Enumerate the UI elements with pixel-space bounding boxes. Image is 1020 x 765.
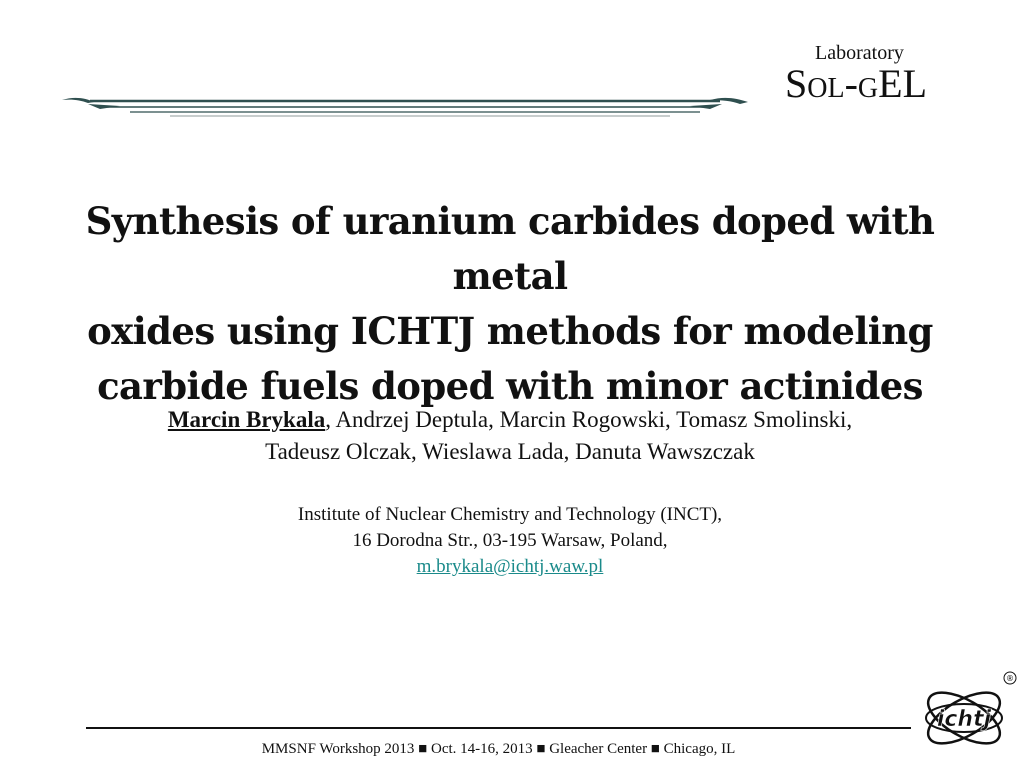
ichtj-logo (912, 668, 1020, 765)
affiliation-block (40, 502, 980, 580)
lead-author: Marcin Brykala (167, 407, 326, 432)
ichtj-wordmark: ichtj (936, 707, 992, 732)
institute-name: Institute of Nuclear Chemistry and Technology (INCT), (297, 504, 723, 525)
footer-divider (86, 727, 911, 729)
authors-line-1: , Andrzej Deptula, Marcin Rogowski, Tomasz Smolinski, (325, 407, 853, 432)
footer-text: MMSNF Workshop 2013 ■ Oct. 14-16, 2013 ■ Gleacher Center ■ Chicago, IL (261, 741, 736, 757)
lab-logo-top-word: Laboratory (815, 42, 904, 64)
header-ornament-lines (60, 92, 750, 122)
registered-mark: ® (1006, 674, 1014, 683)
contact-email-link[interactable]: m.brykala@ichtj.waw.pl (416, 556, 604, 577)
title-line-1: Synthesis of uranium carbides doped with metal (85, 199, 935, 298)
sol-gel-laboratory-logo (785, 42, 970, 109)
title-line-3: carbide fuels doped with minor actinides (97, 364, 923, 408)
title-line-2: oxides using ICHTJ methods for modeling (87, 309, 933, 353)
lab-logo-name: SOL-GEL (785, 61, 928, 106)
authors-line-2: Tadeusz Olczak, Wieslawa Lada, Danuta Wawszczak (265, 439, 755, 464)
page-title (40, 194, 980, 414)
institute-address: 16 Dorodna Str., 03-195 Warsaw, Poland, (352, 530, 668, 551)
author-list (40, 404, 980, 468)
